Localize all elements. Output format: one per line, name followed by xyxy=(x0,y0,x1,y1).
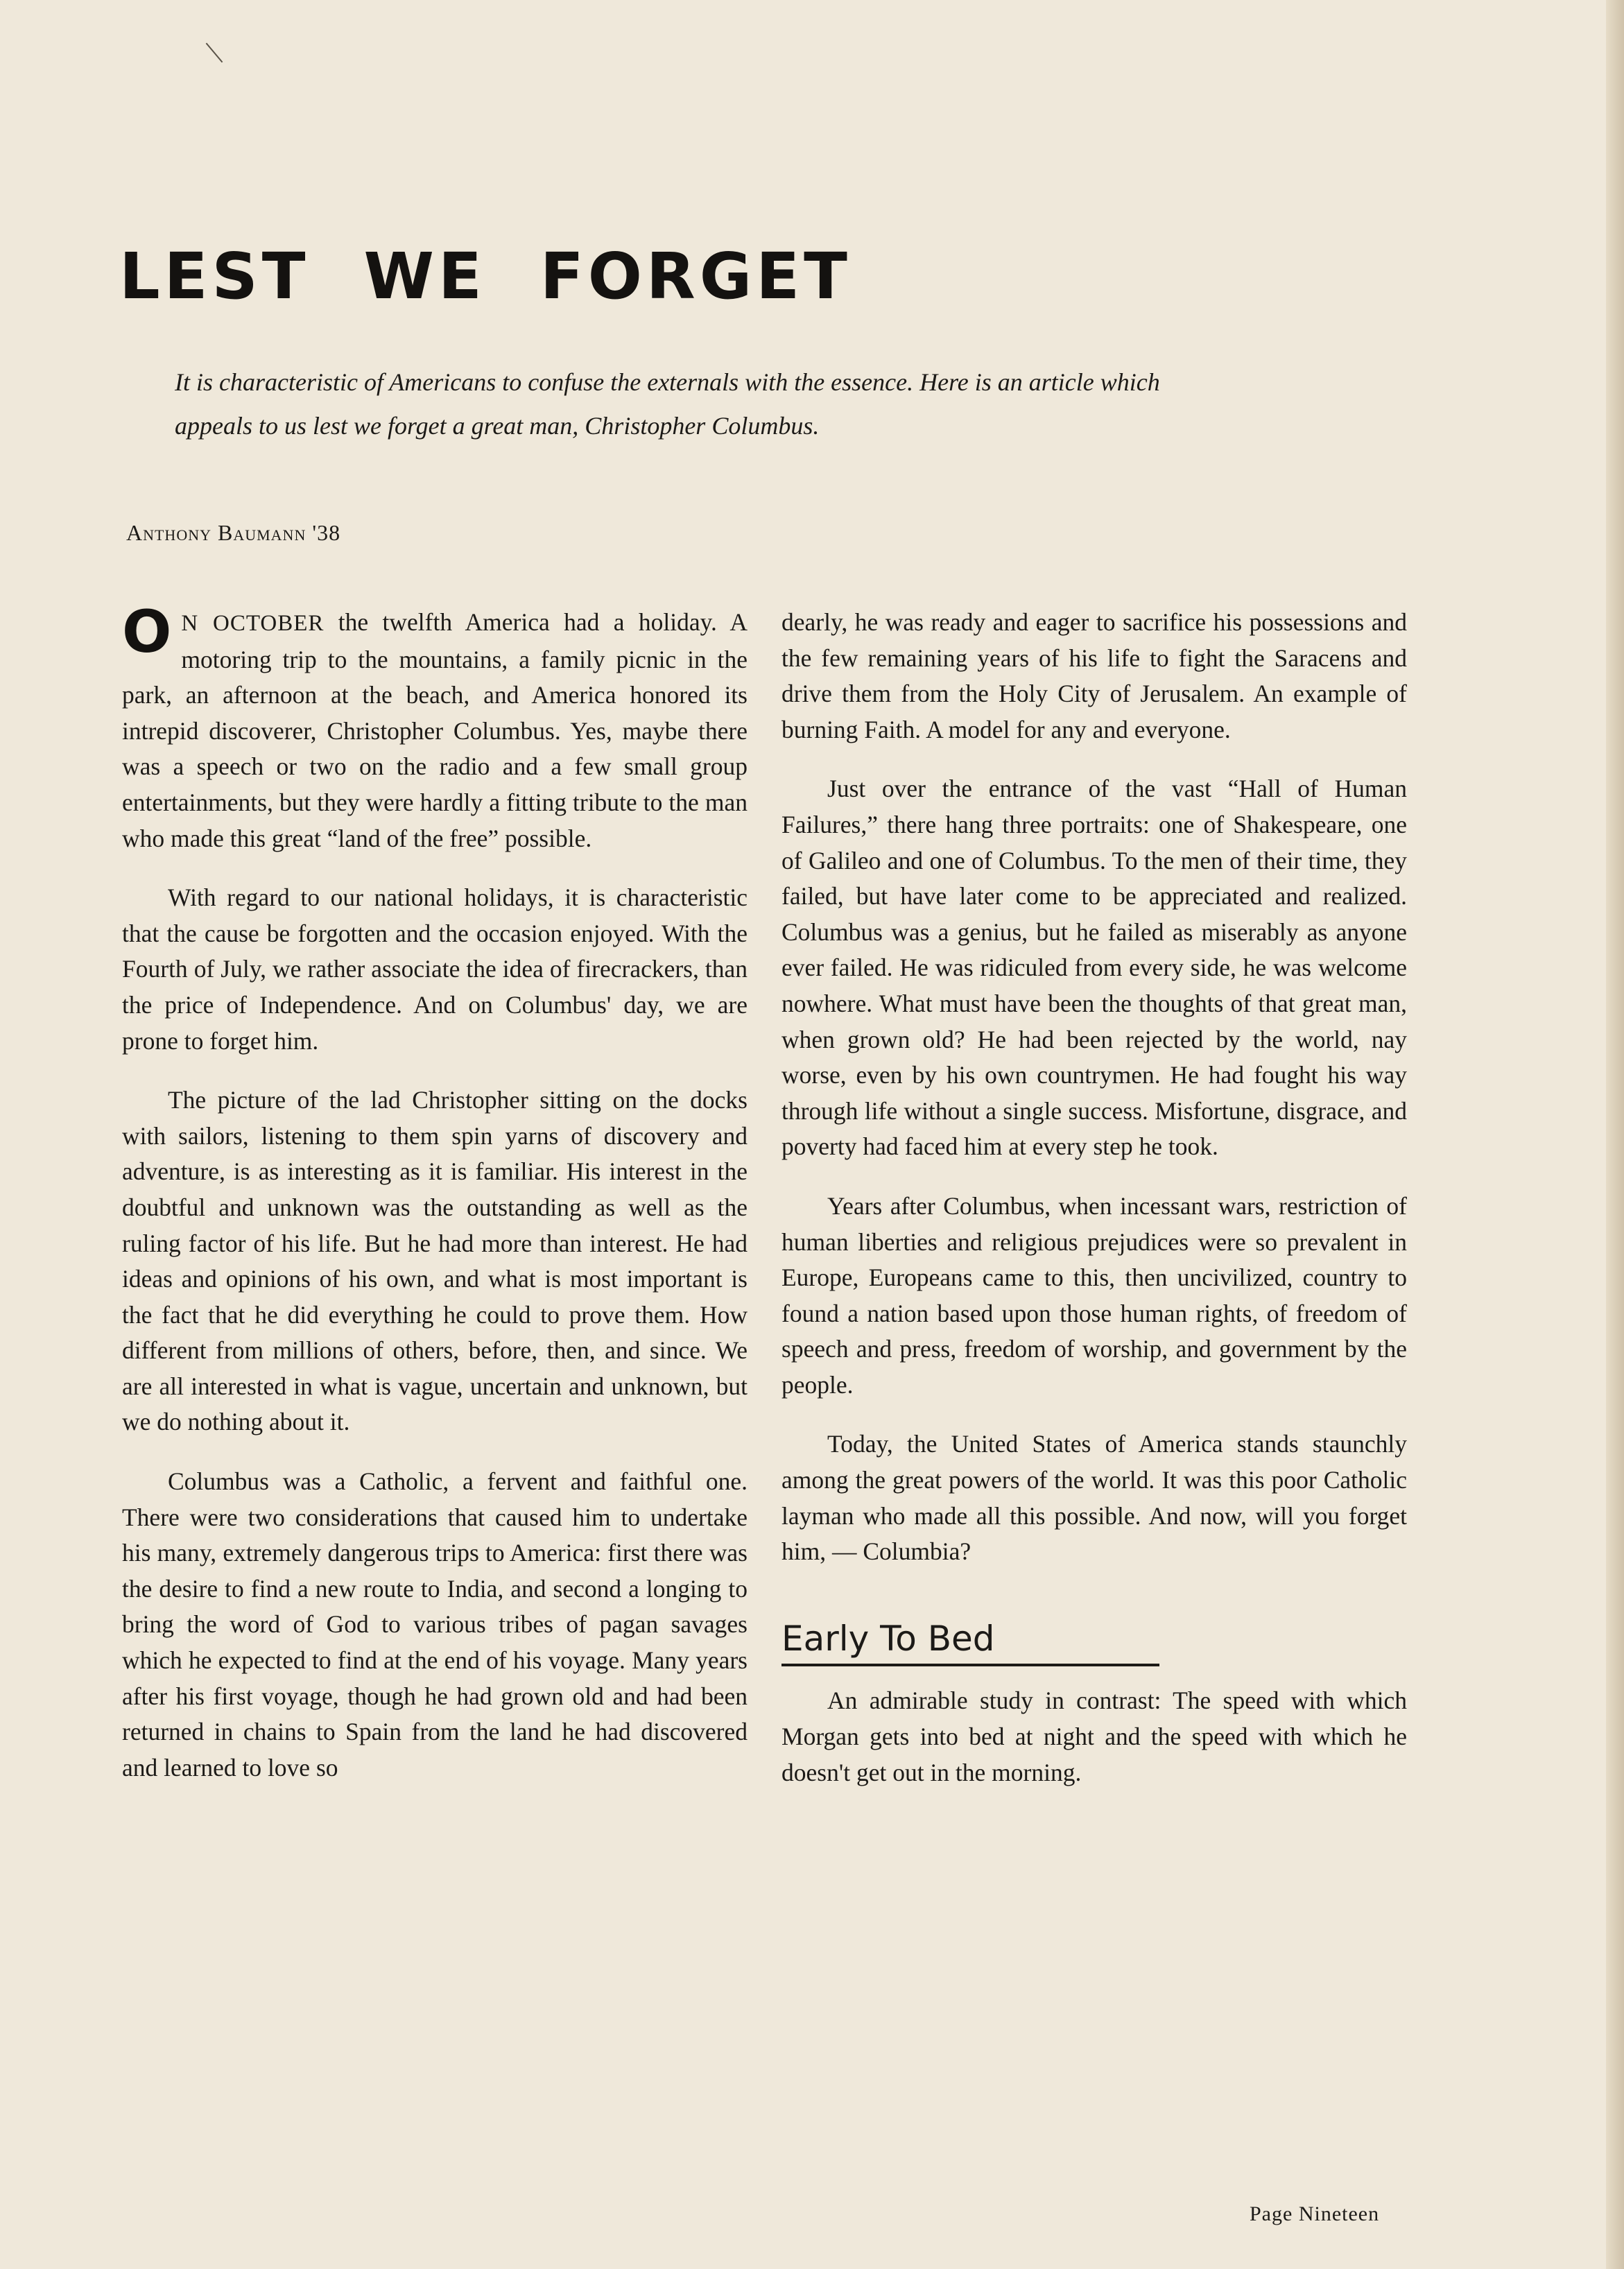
opening-caps: N OCTOBER xyxy=(181,611,325,636)
opening-text: the twelfth America had a holiday. A motoring trip to the mountains, a family picnic in the park, an afternoon at the beach, and America honored its intrepid discoverer, Christopher Columbus. Yes, maybe there was a speech or two on the radio and a few small group entertainments, but they were hardly a fitting tribute to the man who made this great “land of the free” possible. xyxy=(122,608,748,852)
filler-heading: Early To Bed xyxy=(781,1621,1159,1667)
article-intro: It is characteristic of Americans to confuse the externals with the essence. Here is an article which appeals to us lest we forget a great man, Christopher Columbus. xyxy=(175,368,1160,440)
pencil-mark xyxy=(206,43,223,63)
paragraph-6: Years after Columbus, when incessant wars, restriction of human liberties and religious prejudices were so prevalent in Europe, Europeans came to this, then uncivilized, country to found a nation based upon those human rights, of freedom of speech and press, freedom of worship, and government by the people. xyxy=(781,1191,1407,1399)
paragraph-2: With regard to our national holidays, it is characteristic that the cause be forgotten and the occasion enjoyed. With the Fourth of July, we rather associate the idea of firecrackers, than the price of Independence. And on Columbus' day, we are prone to forget him. xyxy=(122,883,748,1055)
paragraph-7: Today, the United States of America stands staunchly among the great powers of the world. It was this poor Catholic layman who made all this possible. And now, will you forget him, — Columbia? xyxy=(781,1430,1407,1566)
paragraph-4: Columbus was a Catholic, a fervent and faithful one. There were two considerations that caused him to undertake his many, extremely dangerous trips to America: first there was the desire to find a new route to India, and second a longing to bring the word of God to various tribes of pagan savages which he expected to find at the end of his voyage. Many years after his first voyage, though he had grown old and had been returned in chains to Spain from the land he had discovered and learned to love so xyxy=(122,1467,748,1781)
page-number: Page Nineteen xyxy=(1250,2202,1380,2225)
drop-cap: O xyxy=(122,598,172,666)
paragraph-5: Just over the entrance of the vast “Hall of Human Failures,” there hang three portraits: one of Shakespeare, one of Galileo and one of Columbus. To the men of their time, they failed, but have later come to be appreciated and realized. Columbus was a genius, but he failed as miserably as anyone ever failed. He was ridiculed from every side, he was welcome nowhere. What must have been the thoughts of that great man, when grown old? He had been rejected by the world, nay worse, even by his own countrymen. He had fought his way through life without a single success. Misfortune, disgrace, and poverty had faced him at every step he took. xyxy=(781,775,1407,1161)
paragraph-1 xyxy=(122,598,748,856)
right-column xyxy=(781,605,1407,1814)
article-title: LEST WE FORGET xyxy=(119,239,852,313)
left-column xyxy=(122,598,748,1809)
article-byline: Anthony Baumann '38 xyxy=(126,520,341,545)
filler-text: An admirable study in contrast: The speed with which Morgan gets into bed at night and the speed with which he doesn't get out in the morning. xyxy=(781,1686,1407,1786)
paragraph-3: The picture of the lad Christopher sitting on the docks with sailors, listening to them spin yarns of discovery and adventure, is as interesting as it is familiar. His interest in the doubtful and unknown was the outstanding as well as the ruling factor of his life. But he had more than interest. He had ideas and opinions of his own, and what is most important is the fact that he did everything he could to prove them. How different from millions of others, before, then, and since. We are all interested in what is vague, uncertain and unknown, but we do nothing about it. xyxy=(122,1086,748,1436)
page-spine-shadow xyxy=(1606,0,1624,2269)
paragraph-4-continued: dearly, he was ready and eager to sacrifice his possessions and the few remaining years of his life to fight the Saracens and drive them from the Holy City of Jerusalem. An example of burning Faith. A model for any and everyone. xyxy=(781,608,1407,743)
